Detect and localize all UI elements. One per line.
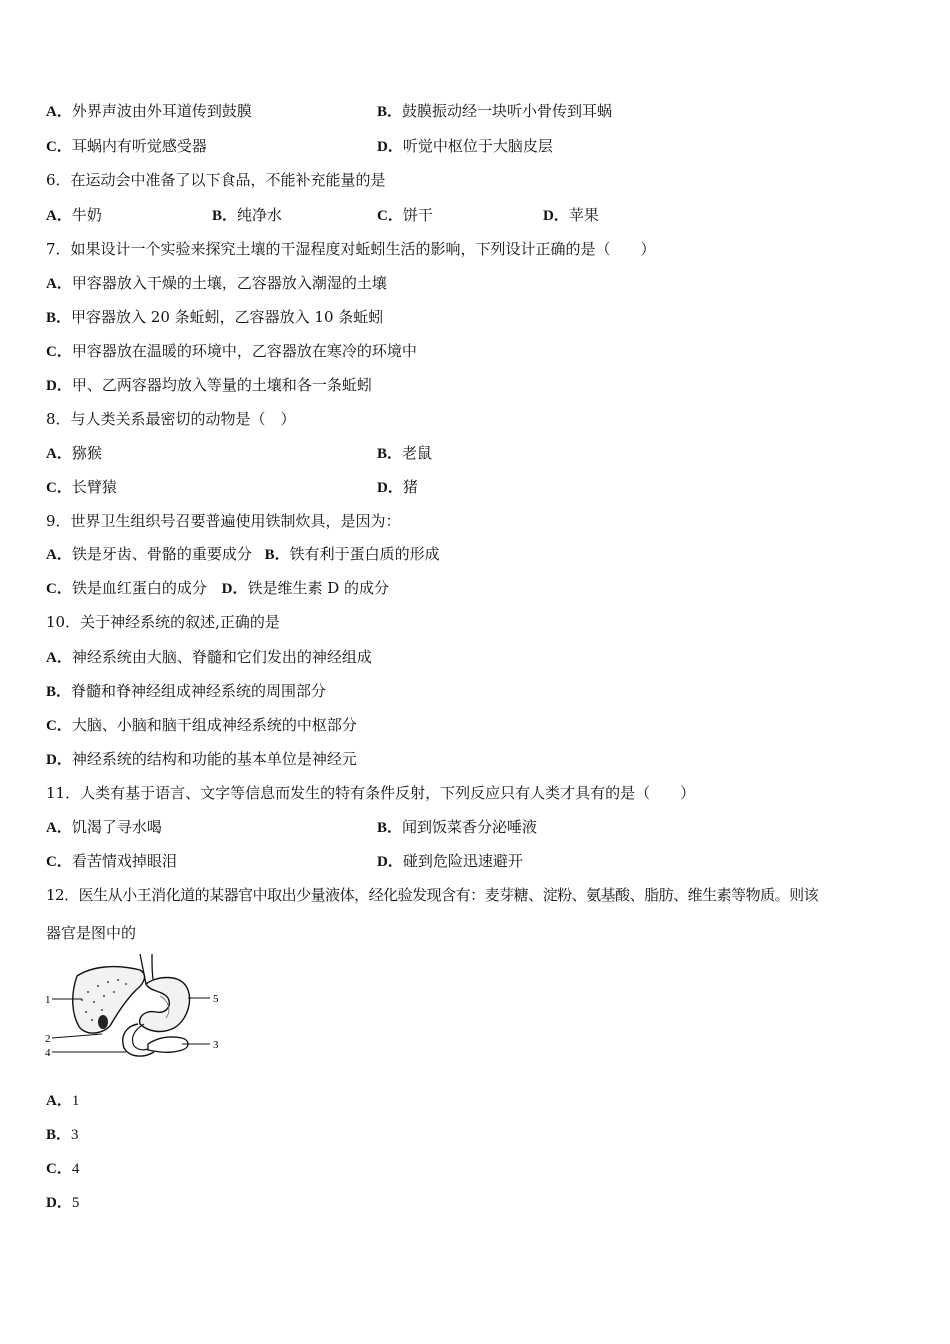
q8-option-a[interactable]: A．猕猴 <box>46 444 102 462</box>
q7-stem: 7．如果设计一个实验来探究土壤的干湿程度对蚯蚓生活的影响，下列设计正确的是（ ） <box>46 240 656 258</box>
gallbladder-shape <box>98 1015 108 1029</box>
figure-label-2: 2 <box>45 1033 51 1045</box>
q9-option-b[interactable]: B．铁有利于蛋白质的形成 <box>264 545 440 563</box>
q12-option-d[interactable]: D．5 <box>46 1195 80 1211</box>
q5-option-a[interactable]: A．外界声波由外耳道传到鼓膜 <box>46 102 252 120</box>
q9-option-a[interactable]: A．铁是牙齿、骨骼的重要成分 <box>46 545 252 563</box>
q6-option-d[interactable]: D．苹果 <box>543 206 599 224</box>
q12-option-a[interactable]: A．1 <box>46 1093 80 1109</box>
q10-option-a[interactable]: A．神经系统由大脑、脊髓和它们发出的神经组成 <box>46 648 372 666</box>
q12-stem-line1: 12．医生从小王消化道的某器官中取出少量液体，经化验发现含有：麦芽糖、淀粉、氨基酸、脂肪、维生素等物质。则该 <box>46 886 819 904</box>
figure-label-1: 1 <box>45 994 51 1006</box>
q11-option-d[interactable]: D．碰到危险迅速避开 <box>377 852 523 870</box>
q9-option-d[interactable]: D．铁是维生素 D 的成分 <box>221 579 390 597</box>
digestive-system-figure <box>44 952 230 1064</box>
q5-option-b[interactable]: B．鼓膜振动经一块听小骨传到耳蜗 <box>377 102 613 120</box>
q8-stem: 8．与人类关系最密切的动物是（ ） <box>46 410 296 428</box>
q8-option-d[interactable]: D．猪 <box>377 478 418 496</box>
q6-stem: 6．在运动会中准备了以下食品，不能补充能量的是 <box>46 171 386 189</box>
q6-option-b[interactable]: B．纯净水 <box>212 206 283 224</box>
figure-label-5: 5 <box>213 993 219 1005</box>
q10-option-b[interactable]: B．脊髓和脊神经组成神经系统的周围部分 <box>46 682 327 700</box>
q8-option-c[interactable]: C．长臂猿 <box>46 478 117 496</box>
q11-stem: 11．人类有基于语言、文字等信息而发生的特有条件反射，下列反应只有人类才具有的是（ ） <box>46 784 696 802</box>
q9-stem: 9．世界卫生组织号召要普遍使用铁制炊具，是因为： <box>46 512 401 530</box>
q7-option-c[interactable]: C．甲容器放在温暖的环境中，乙容器放在寒冷的环境中 <box>46 342 417 360</box>
q11-option-a[interactable]: A．饥渴了寻水喝 <box>46 818 162 836</box>
q7-option-a[interactable]: A．甲容器放入干燥的土壤，乙容器放入潮湿的土壤 <box>46 274 387 292</box>
q6-option-a[interactable]: A．牛奶 <box>46 206 102 224</box>
q5-option-d[interactable]: D．听觉中枢位于大脑皮层 <box>377 137 553 155</box>
q5-option-c[interactable]: C．耳蜗内有听觉感受器 <box>46 137 207 155</box>
q11-option-b[interactable]: B．闻到饭菜香分泌唾液 <box>377 818 538 836</box>
q10-option-d[interactable]: D．神经系统的结构和功能的基本单位是神经元 <box>46 750 357 768</box>
q7-option-b[interactable]: B．甲容器放入 20 条蚯蚓，乙容器放入 10 条蚯蚓 <box>46 308 384 326</box>
q12-option-b[interactable]: B．3 <box>46 1127 79 1143</box>
stomach-shape <box>140 978 190 1032</box>
q8-option-b[interactable]: B．老鼠 <box>377 444 433 462</box>
liver-shape <box>73 967 145 1033</box>
q9-option-c[interactable]: C．铁是血红蛋白的成分 <box>46 579 207 597</box>
q12-stem-line2: 器官是图中的 <box>46 924 137 942</box>
figure-label-3: 3 <box>213 1039 219 1051</box>
q11-option-c[interactable]: C．看苦情戏掉眼泪 <box>46 852 177 870</box>
q7-option-d[interactable]: D．甲、乙两容器均放入等量的土壤和各一条蚯蚓 <box>46 376 372 394</box>
figure-label-4: 4 <box>45 1047 51 1059</box>
q9-options-row2 <box>46 578 389 599</box>
q12-option-c[interactable]: C．4 <box>46 1161 80 1177</box>
pancreas-shape <box>148 1037 188 1052</box>
q6-option-c[interactable]: C．饼干 <box>377 206 433 224</box>
q9-options-row1 <box>46 544 440 565</box>
q10-stem: 10．关于神经系统的叙述,正确的是 <box>46 613 280 631</box>
q10-option-c[interactable]: C．大脑、小脑和脑干组成神经系统的中枢部分 <box>46 716 357 734</box>
